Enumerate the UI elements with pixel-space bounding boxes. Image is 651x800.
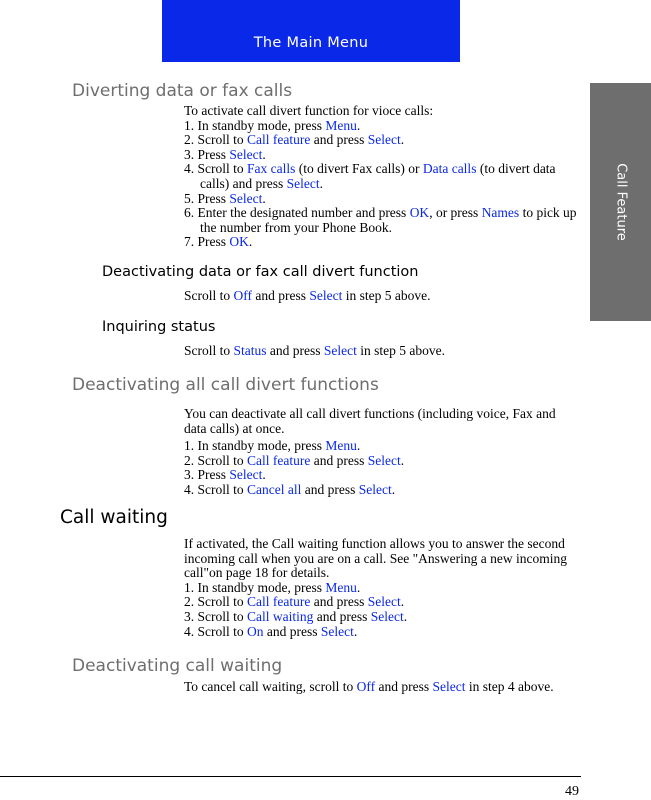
subheading-inquiring-status: Inquiring status — [102, 319, 216, 335]
inquiring-status-line: Scroll to Status and press Select in step 5 above. — [184, 343, 445, 358]
deactivate-all-intro: You can deactivate all call divert functions (including voice, Fax and data calls) at once. — [184, 406, 556, 436]
step-4: 4. Scroll to On and press Select. — [184, 623, 358, 639]
section-heading-diverting: Diverting data or fax calls — [72, 81, 293, 101]
step-4: 4. Scroll to Cancel all and press Select. — [184, 481, 396, 497]
keyword: Call waiting — [247, 608, 314, 624]
deactivate-all-body — [184, 407, 579, 498]
keyword: Menu — [325, 117, 357, 133]
keyword: Select — [229, 146, 263, 162]
keyword: Status — [233, 343, 267, 358]
keyword: Off — [233, 288, 252, 303]
keyword: Select — [286, 175, 320, 191]
keyword: Menu — [325, 579, 357, 595]
keyword: Off — [356, 679, 376, 694]
step-5: 5. Press Select. — [184, 190, 266, 206]
keyword: Call feature — [247, 594, 311, 610]
keyword: Select — [229, 467, 263, 483]
keyword: Select — [370, 608, 404, 624]
deactivate-divert-body — [184, 289, 579, 304]
step-3: 3. Press Select. — [184, 467, 266, 483]
deactivate-divert-line: Scroll to Off and press Select in step 5 above. — [184, 288, 431, 303]
keyword: Select — [367, 132, 401, 148]
keyword: Fax calls — [247, 161, 296, 177]
step-2: 2. Scroll to Call feature and press Select. — [184, 594, 405, 610]
deactivate-waiting-line: To cancel call waiting, scroll to Off and press Select in step 4 above. — [184, 679, 554, 694]
keyword: OK — [229, 234, 249, 250]
keyword: On — [247, 623, 264, 639]
step-4: 4. Scroll to Fax calls (to divert Fax calls) or Data calls (to divert data calls) and press Select. — [184, 161, 556, 191]
step-1: 1. In standby mode, press Menu. — [184, 117, 361, 133]
keyword: Call feature — [247, 132, 311, 148]
section-heading-call-waiting: Call waiting — [60, 507, 168, 528]
step-1: 1. In standby mode, press Menu. — [184, 579, 361, 595]
keyword: Call feature — [247, 452, 311, 468]
keyword: Select — [320, 623, 354, 639]
inquiring-status-body — [184, 344, 579, 359]
step-7: 7. Press OK. — [184, 234, 253, 250]
side-tab-label: Call Feature — [613, 163, 628, 241]
step-6: 6. Enter the designated number and press OK, or press Names to pick up the number from your Phone Book. — [184, 205, 577, 235]
page-number: 49 — [565, 784, 579, 799]
section-heading-deactivate-all: Deactivating all call divert functions — [72, 375, 379, 395]
keyword: Select — [432, 679, 466, 694]
keyword: Select — [323, 343, 357, 358]
subheading-deactivate-divert: Deactivating data or fax call divert function — [102, 264, 419, 280]
keyword: Select — [367, 594, 401, 610]
keyword: Select — [229, 190, 263, 206]
side-section-tab — [590, 83, 651, 321]
keyword: Select — [367, 452, 401, 468]
keyword: Cancel all — [247, 481, 302, 497]
step-1: 1. In standby mode, press Menu. — [184, 438, 361, 454]
keyword: Menu — [325, 438, 357, 454]
keyword: Data calls — [422, 161, 477, 177]
step-2: 2. Scroll to Call feature and press Select. — [184, 452, 405, 468]
deactivate-waiting-body — [184, 680, 579, 695]
footer-rule — [0, 776, 581, 777]
keyword: OK — [409, 205, 430, 221]
diverting-intro: To activate call divert function for vioce calls: — [184, 103, 434, 118]
keyword: Names — [481, 205, 520, 221]
step-3: 3. Scroll to Call waiting and press Select. — [184, 608, 408, 624]
call-waiting-intro: If activated, the Call waiting function allows you to answer the second incoming call when you are on a call. See "Answering a new incoming call"on page 18 for details. — [184, 536, 568, 581]
keyword: Select — [309, 288, 343, 303]
chapter-title: The Main Menu — [253, 35, 369, 51]
keyword: Select — [358, 481, 392, 497]
diverting-body — [184, 104, 579, 250]
section-heading-deactivate-waiting: Deactivating call waiting — [72, 656, 283, 676]
step-3: 3. Press Select. — [184, 146, 266, 162]
call-waiting-body — [184, 537, 579, 639]
step-2: 2. Scroll to Call feature and press Select. — [184, 132, 405, 148]
chapter-header — [162, 0, 460, 62]
